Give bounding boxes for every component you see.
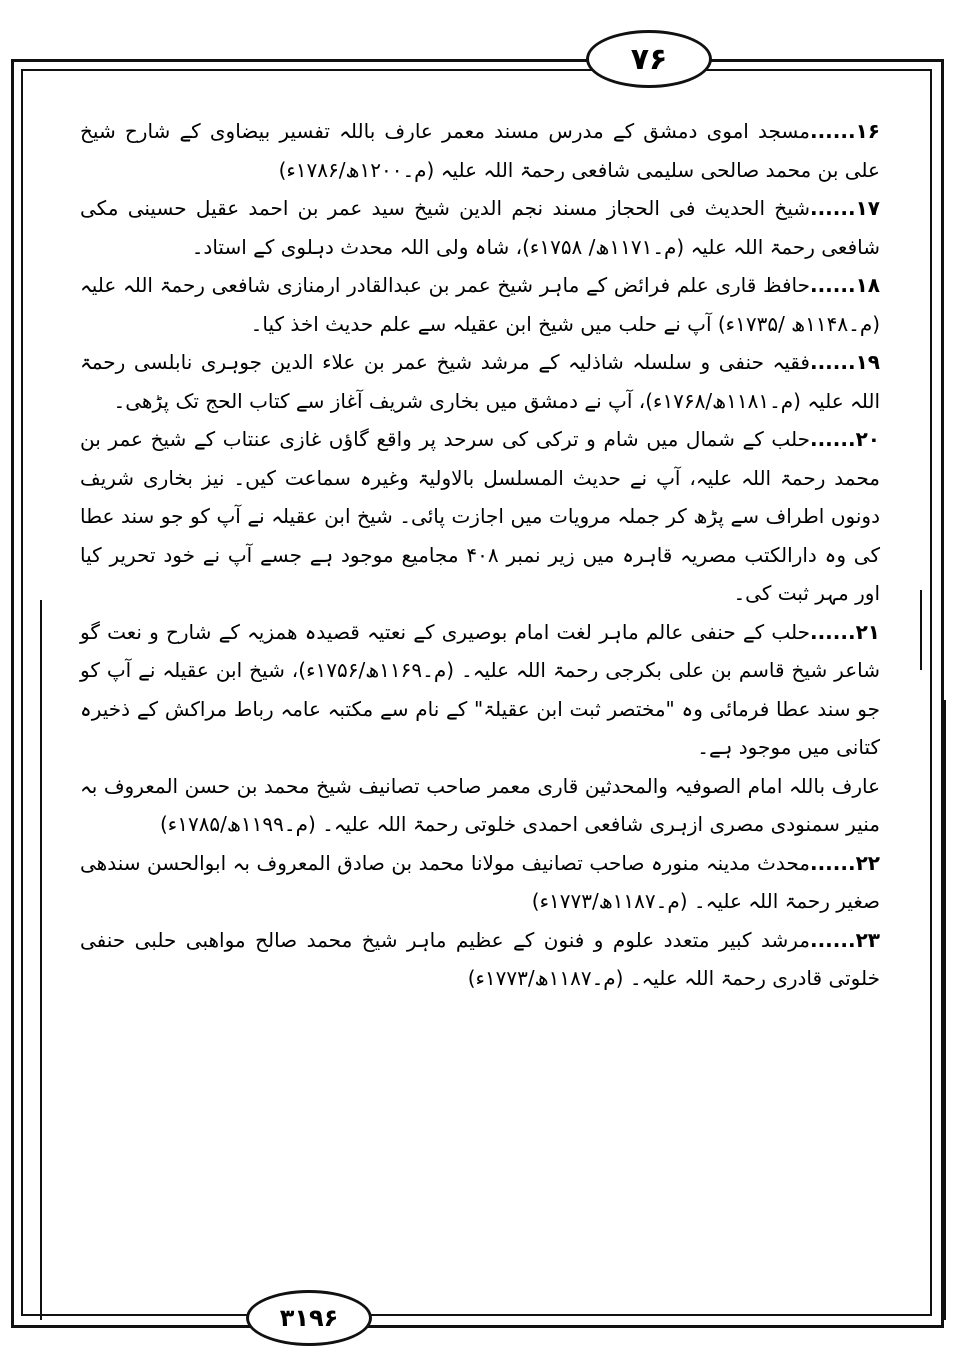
footer-folio-badge <box>246 1290 372 1346</box>
footer-folio: ۳۱۹۶ <box>279 1304 339 1332</box>
document-body <box>80 112 880 998</box>
entry-text: عارف باللہ امام الصوفیہ والمحدثین قاری معمر صاحب تصانیف شیخ محمد بن حسن المعروف بہ منیر سمنودی مصری ازہری شافعی احمدی خلوتی رحمۃ اللہ علیہ۔ (م۔۱۱۹۹ھ/۱۷۸۵ء) <box>80 773 880 836</box>
right-margin-line-lower <box>944 700 946 1320</box>
entry-text: حافظ قاری علم فرائض کے ماہر شیخ عمر بن عبدالقادر ارمنازی شافعی رحمۃ اللہ علیہ (م۔۱۱۴۸ھ /۱۷۳۵ء) آپ نے حلب میں شیخ ابن عقیلہ سے علم حدیث اخذ کیا۔ <box>80 273 880 336</box>
entry-20 <box>80 420 880 613</box>
entry-16 <box>80 112 880 189</box>
entry-21-continued <box>80 767 880 844</box>
entry-number: ۱۸...... <box>809 273 880 297</box>
entry-number: ۲۰...... <box>809 427 880 451</box>
page-number-badge <box>586 30 712 88</box>
entry-number: ۱۶...... <box>809 119 880 143</box>
entry-text: شیخ الحدیث فی الحجاز مسند نجم الدین شیخ سید عمر بن احمد عقیل حسینی مکی شافعی رحمۃ اللہ علیہ (م۔۱۱۷۱ھ/ ۱۷۵۸ء)، شاہ ولی اللہ محدث دہلوی کے استاد۔ <box>80 196 880 259</box>
page-number: ۷۶ <box>630 41 668 77</box>
entry-number: ۱۹...... <box>809 350 880 374</box>
entry-21 <box>80 613 880 767</box>
entry-17 <box>80 189 880 266</box>
entry-19 <box>80 343 880 420</box>
entry-23 <box>80 921 880 998</box>
entry-number: ۲۱...... <box>809 619 880 644</box>
entry-number: ۲۳...... <box>809 927 880 952</box>
left-margin-line <box>40 600 42 1320</box>
entry-number: ۲۲...... <box>809 850 880 875</box>
entry-number: ۱۷...... <box>809 196 880 220</box>
right-margin-line-upper <box>920 590 922 670</box>
entry-text: حلب کے حنفی عالم ماہر لغت امام بوصیری کے نعتیہ قصیدہ ھمزیہ کے شارح و نعت گو شاعر شیخ قاسم بن علی بکرجی رحمۃ اللہ علیہ۔ (م۔۱۱۶۹ھ/۱۷۵۶ء)، شیخ ابن عقیلہ نے آپ کو جو سند عطا فرمائی وہ "مختصر ثبت ابن عقیلۃ" کے نام سے مکتبہ عامہ رباط مراکش کے ذخیرہ کتانی میں موجود ہے۔ <box>80 619 881 759</box>
entry-text: فقیہ حنفی و سلسلہ شاذلیہ کے مرشد شیخ عمر بن علاء الدین جوہری نابلسی رحمۃ اللہ علیہ (م۔۱۱۸۱ھ/۱۷۶۸ء)، آپ نے دمشق میں بخاری شریف آغاز سے کتاب الحج تک پڑھی۔ <box>80 350 880 413</box>
entry-text: مسجد اموی دمشق کے مدرس مسند معمر عارف باللہ تفسیر بیضاوی کے شارح شیخ علی بن محمد صالحی سلیمی شافعی رحمۃ اللہ علیہ (م۔۱۲۰۰ھ/۱۷۸۶ء) <box>80 119 880 182</box>
entry-22 <box>80 844 880 921</box>
entry-18 <box>80 266 880 343</box>
entry-text: محدث مدینہ منورہ صاحب تصانیف مولانا محمد بن صادق المعروف بہ ابوالحسن سندھی صغیر رحمۃ اللہ علیہ۔ (م۔۱۱۸۷ھ/۱۷۷۳ء) <box>80 850 880 913</box>
entry-text: حلب کے شمال میں شام و ترکی کی سرحد پر واقع گاؤں غازی عنتاب کے شیخ عمر بن محمد رحمۃ اللہ علیہ، آپ نے حدیث المسلسل بالاولیۃ وغیرہ سماعت کیں۔ نیز بخاری شریف دونوں اطراف سے پڑھ کر جملہ مرویات میں اجازت پائی۔ شیخ ابن عقیلہ نے آپ کو جو سند عطا کی وہ دارالکتب مصریہ قاہرہ میں زیر نمبر ۴۰۸ مجامیع موجود ہے جسے آپ نے خود تحریر کیا اور مہر ثبت کی۔ <box>80 427 880 605</box>
entry-text: مرشد کبیر متعدد علوم و فنون کے عظیم ماہر شیخ محمد صالح مواھبی حلبی حنفی خلوتی قادری رحمۃ اللہ علیہ۔ (م۔۱۱۸۷ھ/۱۷۷۳ء) <box>80 927 880 990</box>
